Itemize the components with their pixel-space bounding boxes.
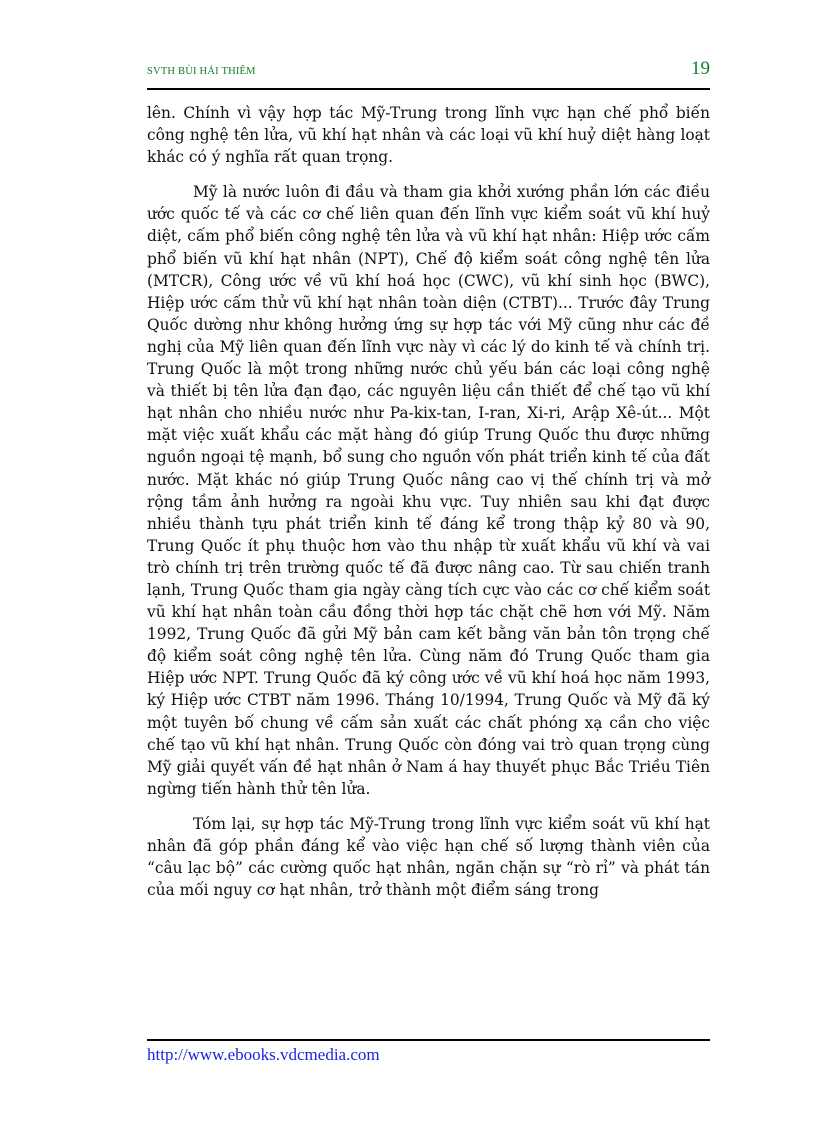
header-author: SVTH BÙI HẢI THIÊM <box>147 66 256 77</box>
page-header <box>147 58 710 90</box>
footer-divider <box>147 1039 710 1041</box>
body-text <box>147 102 710 901</box>
paragraph: lên. Chính vì vậy hợp tác Mỹ-Trung trong lĩnh vực hạn chế phổ biến công nghệ tên lửa, vũ khí hạt nhân và các loại vũ khí huỷ diệt hàng loạt khác có ý nghĩa rất quan trọng. <box>147 104 710 167</box>
paragraph: Mỹ là nước luôn đi đầu và tham gia khởi xướng phần lớn các điều ước quốc tế và các cơ chế liên quan đến lĩnh vực kiểm soát vũ khí huỷ diệt, cấm phổ biến công nghệ tên lửa và vũ khí hạt nhân: Hiệp ước cấm phổ biến vũ khí hạt nhân (NPT), Chế độ kiểm soát công nghệ tên lửa (MTCR), Công ước về vũ khí hoá học (CWC), vũ khí sinh học (BWC), Hiệp ước cấm thử vũ khí hạt nhân toàn diện (CTBT)... Trước đây Trung Quốc dường như không hưởng ứng sự hợp tác với Mỹ cũng như các đề nghị của Mỹ liên quan đến lĩnh vực này vì các lý do kinh tế và chính trị. Trung Quốc là một trong những nước chủ yếu bán các loại công nghệ và thiết bị tên lửa đạn đạo, các nguyên liệu cần thiết để chế tạo vũ khí hạt nhân cho nhiều nước như Pa-kix-tan, I-ran, Xi-ri, Arập Xê-út... Một mặt việc xuất khẩu các mặt hàng đó giúp Trung Quốc thu được những nguồn ngoại tệ mạnh, bổ sung cho nguồn vốn phát triển kinh tế của đất nước. Mặt khác nó giúp Trung Quốc nâng cao vị thế chính trị và mở rộng tầm ảnh hưởng ra ngoài khu vực. Tuy nhiên sau khi đạt được nhiều thành tựu phát triển kinh tế đáng kể trong thập kỷ 80 và 90, Trung Quốc ít phụ thuộc hơn vào thu nhập từ xuất khẩu vũ khí và vai trò chính trị trên trường quốc tế đã được nâng cao. Từ sau chiến tranh lạnh, Trung Quốc tham gia ngày càng tích cực vào các cơ chế kiểm soát vũ khí hạt nhân toàn cầu đồng thời hợp tác chặt chẽ hơn với Mỹ. Năm 1992, Trung Quốc đã gửi Mỹ bản cam kết bằng văn bản tôn trọng chế độ kiểm soát công nghệ tên lửa. Cùng năm đó Trung Quốc tham gia Hiệp ước NPT. Trung Quốc đã ký công ước về vũ khí hoá học năm 1993, ký Hiệp ước CTBT năm 1996. Tháng 10/1994, Trung Quốc và Mỹ đã ký một tuyên bố chung về cấm sản xuất các chất phóng xạ cần cho việc chế tạo vũ khí hạt nhân. Trung Quốc còn đóng vai trò quan trọng cùng Mỹ giải quyết vấn đề hạt nhân ở Nam á hay thuyết phục Bắc Triều Tiên ngừng tiến hành thử tên lửa. <box>147 183 710 798</box>
paragraph: Tóm lại, sự hợp tác Mỹ-Trung trong lĩnh vực kiểm soát vũ khí hạt nhân đã góp phần đáng kể vào việc hạn chế số lượng thành viên của “câu lạc bộ” các cường quốc hạt nhân, ngăn chặn sự “rò rỉ” và phát tán của mối nguy cơ hạt nhân, trở thành một điểm sáng trong <box>147 814 710 900</box>
footer-link[interactable]: http://www.ebooks.vdcmedia.com <box>147 1045 380 1064</box>
page-number: 19 <box>691 58 710 79</box>
